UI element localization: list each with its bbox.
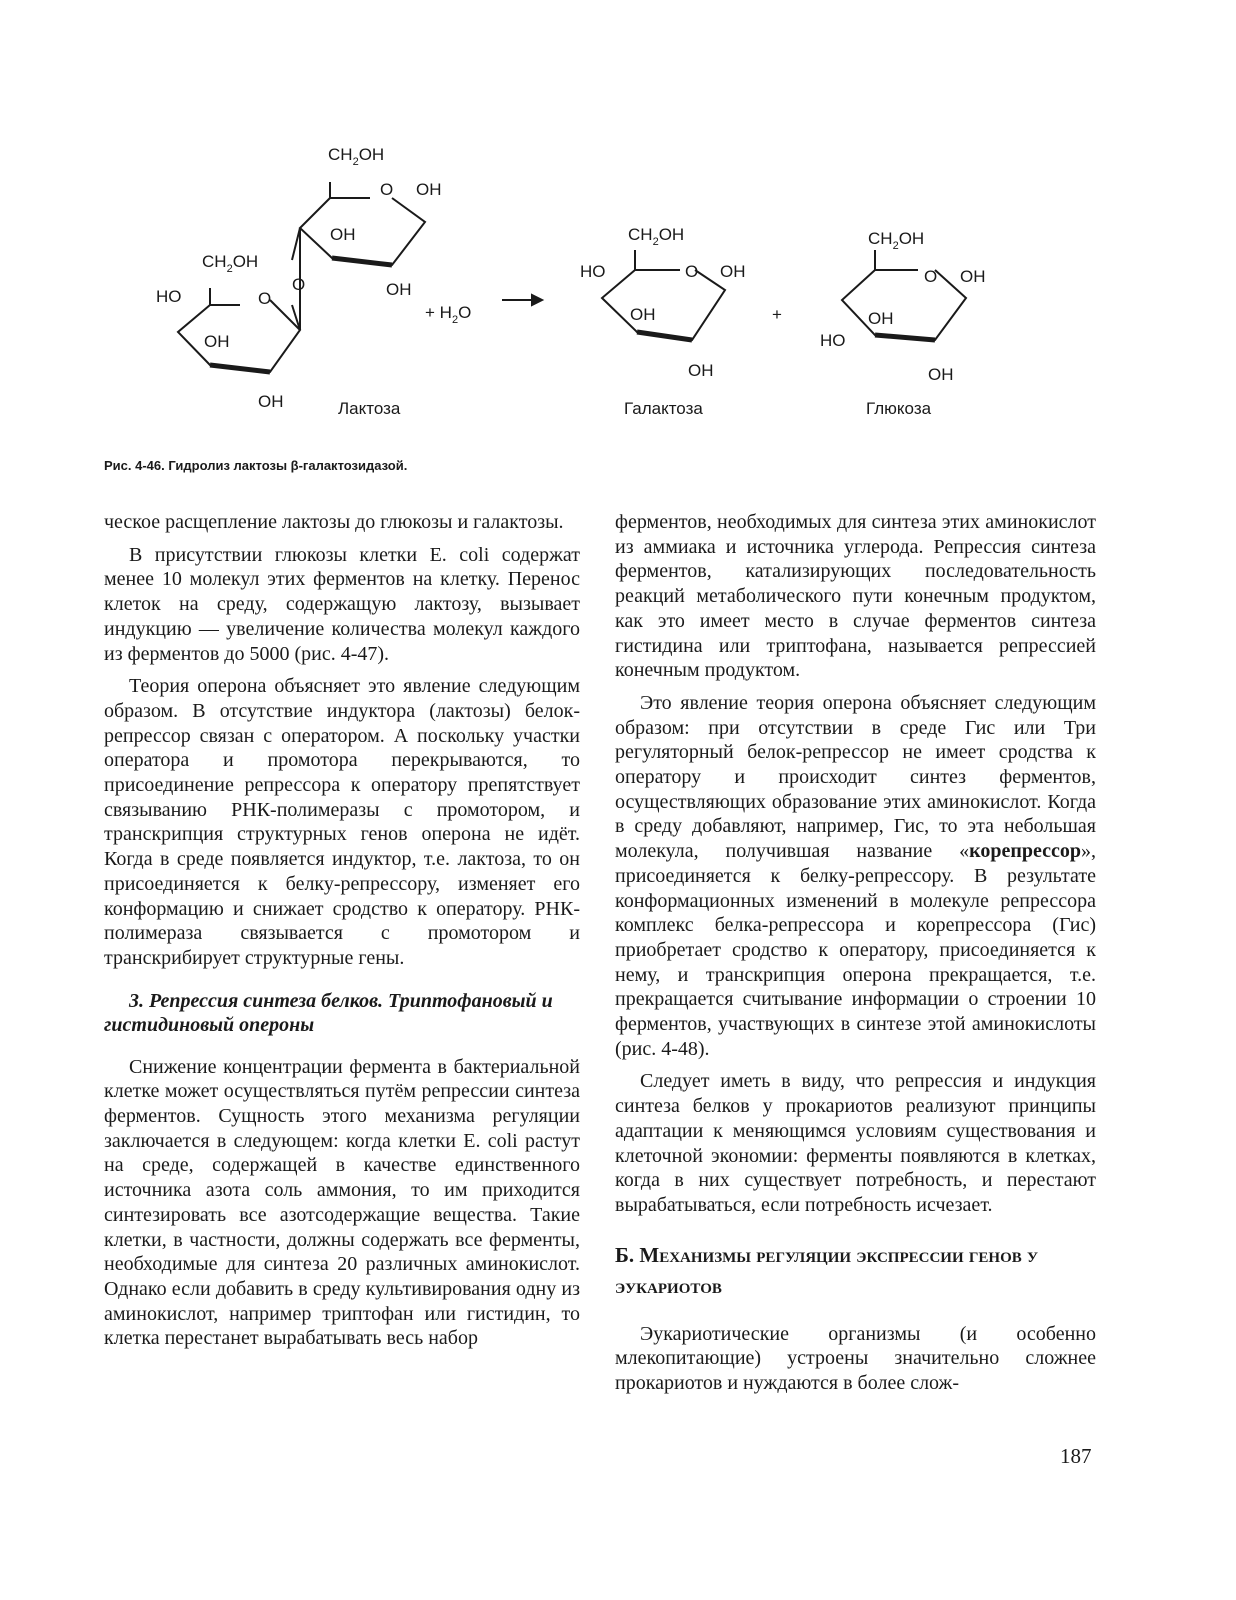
galactose-anomeric-oh: OH	[720, 262, 746, 281]
corepressor-term: корепрессор	[969, 840, 1081, 863]
glucose-ring-o: O	[924, 267, 938, 286]
right-paragraph-2-text-a: Это явление теория оперона объясняет следующим образом: при отсутствии в среде Гис или Три регуляторный белок-репрессор не имеет сродства к оператору и происходит синтез ферментов, осуществляющих образование этих аминокислот. Когда в среду добавляют, например, Гис, то эта небольшая молекула, получившая название «	[615, 691, 1096, 863]
glucose-ch2oh: $CH_2OH$	[868, 229, 925, 252]
right-paragraph-1: ферментов, необходимых для синтеза этих аминокислот из аммиака и источника углерода. Репрессия синтеза ферментов, катализирующих последовательность реакций метаболического пути конечным продуктом, как это имеет место в случае ферментов синтеза гистидина или триптофана, называется репрессией конечным продуктом.	[615, 511, 1096, 682]
galactose-label: Галактоза	[624, 399, 703, 418]
left-paragraph-3: Теория оперона объясняет это явление следующим образом. В отсутствие индуктора (лактозы) белок-репрессор связан с оператором. А поскольку участки оператора и промотора перекрываются, то присоединение репрессора к оператору препятствует связыванию РНК-полимеразы с промотором, и транскрипция структурных генов оперона не идёт. Когда в среде появляется индуктор, т.е. лактоза, то он присоединяется к белку-репрессору, изменяет его конформацию и снижает сродство к оператору. РНК-полимераза связывается с промотором и транскрибирует структурные гены.	[104, 675, 580, 969]
lactose-ho-4: HO	[156, 287, 182, 306]
lactose-ring-o-lower: O	[258, 289, 272, 308]
page-number: 187	[1060, 1444, 1092, 1468]
galactose-ho-4: HO	[580, 262, 606, 281]
left-paragraph-2: В присутствии глюкозы клетки E. coli содержат менее 10 молекул этих ферментов на клетку. Перенос клеток на среду, содержащую лактозу, вызывает индукцию — увеличение количества молекул каждого из ферментов до 5000 (рис. 4-47).	[104, 543, 580, 665]
section-heading	[615, 1240, 1096, 1302]
glucose-label: Глюкоза	[866, 399, 932, 418]
lactose-hydrolysis-diagram	[140, 140, 1020, 440]
section-letter: Б.	[615, 1242, 640, 1267]
right-paragraph-3: Следует иметь в виду, что репрессия и индукция синтеза белков у прокариотов реализуют принципы адаптации к меняющимся условиям существования и клеточной экономии: ферменты появляются в клетках, когда в них существует потребность, и перестают вырабатываться, если потребность исчезает.	[615, 1070, 1096, 1216]
left-paragraph-1: ческое расщепление лактозы до глюкозы и галактозы.	[104, 511, 564, 533]
lactose-oh-3: OH	[330, 225, 356, 244]
galactose-oh-2: OH	[688, 361, 714, 380]
figure-caption: Рис. 4-46. Гидролиз лактозы β-галактозидазой.	[104, 458, 408, 473]
glucose-oh-2: OH	[928, 365, 954, 384]
lactose-oh-2: OH	[386, 280, 412, 299]
lactose-galactose-ch2oh: $CH_2OH$	[202, 252, 259, 275]
lactose-oh-3-lower: OH	[204, 332, 230, 351]
lactose-ring-o: O	[380, 180, 394, 199]
galactose-ch2oh: $CH_2OH$	[628, 225, 685, 248]
plus-sign: +	[772, 305, 782, 324]
reaction-arrow	[502, 295, 542, 305]
right-paragraph-4: Эукариотические организмы (и особенно млекопитающие) устроены значительно сложнее прокариотов и нуждаются в более слож-	[615, 1322, 1096, 1395]
galactose-oh-3: OH	[630, 305, 656, 324]
right-paragraph-2-text-b: », присоединяется к белку-репрессору. В результате конформационных изменений в молекуле репрессора комплекс белка-репрессора и корепрессора (Гис) приобретает сродство к оператору, присоединяется к нему, и транскрипция оперона прекращается, т.е. прекращается считывание информации о строении 10 ферментов, участвующих в синтезе этой аминокислоты (рис. 4-48).	[615, 840, 1096, 1060]
glucose-oh-3: OH	[868, 309, 894, 328]
water: + $H_2O$	[425, 303, 472, 326]
glycosidic-o: O	[292, 275, 306, 294]
glucose-ho-4: HO	[820, 331, 846, 350]
right-column	[615, 510, 1096, 1396]
lactose-oh-2-lower: OH	[258, 392, 284, 411]
hydrolysis-figure	[140, 140, 1020, 440]
lactose-label: Лактоза	[338, 399, 401, 418]
galactose-ring-o: O	[685, 262, 699, 281]
section-title: Механизмы регуляции экспрессии генов у эукариотов	[615, 1242, 1039, 1298]
ring-front-bonds	[210, 258, 938, 372]
lactose-anomeric-oh: OH	[416, 180, 442, 199]
lactose-glucose-ch2oh: $CH_2OH$	[328, 145, 385, 168]
right-paragraph-2	[615, 691, 1096, 1062]
subsection-heading: 3. Репрессия синтеза белков. Триптофановый и гистидиновый опероны	[104, 989, 553, 1036]
left-paragraph-4: Снижение концентрации фермента в бактериальной клетке может осуществляться путём репрессии синтеза ферментов. Сущность этого механизма регуляции заключается в следующем: когда клетки E. coli растут на среде, содержащей в качестве единственного источника азота соль аммония, то им приходится синтезировать все азотсодержащие вещества. Такие клетки, в частности, должны содержать все ферменты, необходимые для синтеза 20 различных аминокислот. Однако если добавить в среду культивирования одну из аминокислот, например триптофан или гистидин, то клетка перестанет вырабатывать весь набор	[104, 1055, 580, 1350]
left-column	[104, 510, 580, 1351]
glucose-anomeric-oh: OH	[960, 267, 986, 286]
